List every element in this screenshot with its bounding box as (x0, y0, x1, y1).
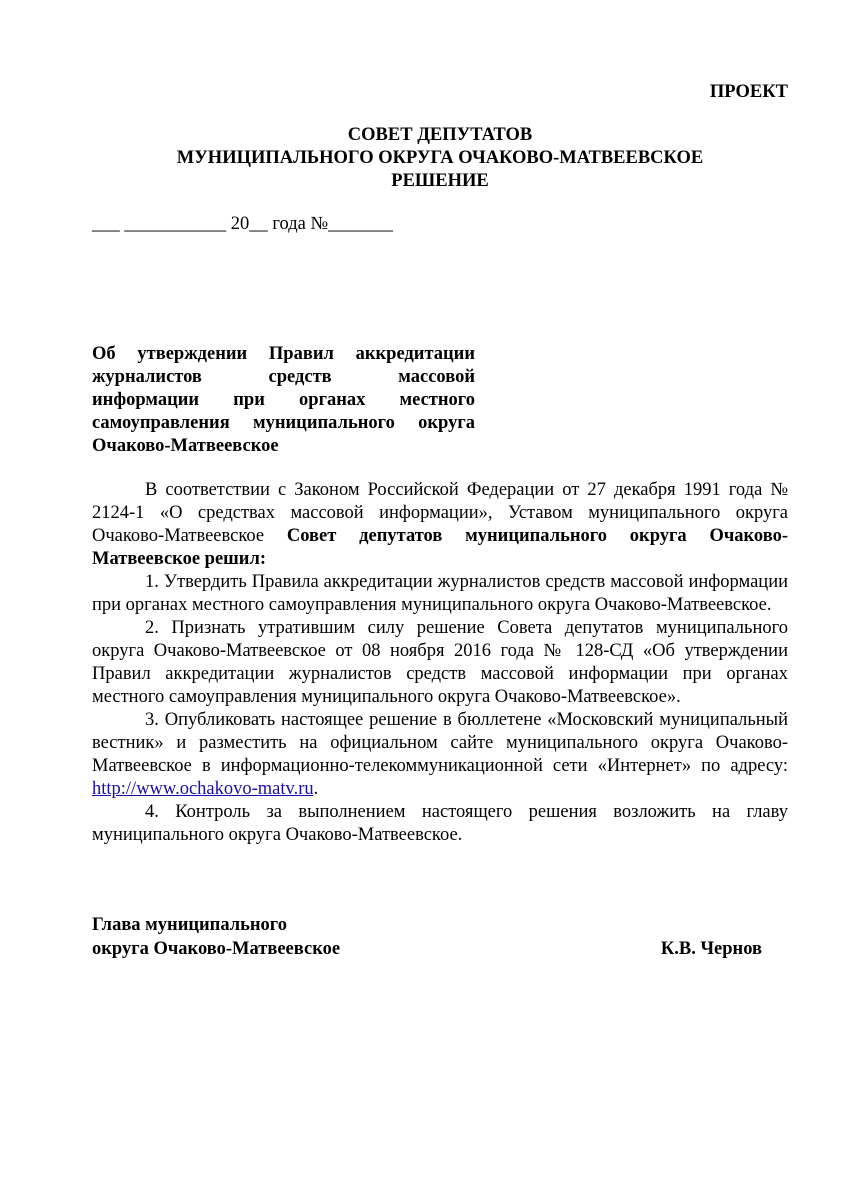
subject-line: информации при органах местного (92, 390, 475, 410)
item-2: 2. Признать утратившим силу решение Совета депутатов муниципального округа Очаково-Матвеевское от 08 ноября 2016 года № 128-СД «Об утверждении Правил аккредитации журналистов средств массовой информации при органах местного самоуправления муниципального округа Очаково-Матвеевское». (92, 618, 788, 707)
decision-subject (92, 343, 475, 458)
signatory-title-line1: Глава муниципального (92, 915, 287, 935)
signature-block (92, 913, 762, 961)
intro-resolution: Совет депутатов муниципального округа Очаково-Матвеевское решил: (92, 526, 788, 569)
signatory-title-line2: округа Очаково-Матвеевское (92, 939, 341, 959)
item-1: 1. Утвердить Правила аккредитации журналистов средств массовой информации при органах местного самоуправления муниципального округа Очаково-Матвеевское. (92, 572, 788, 615)
item-3 (92, 709, 788, 801)
date-number-line: ___ ___________ 20__ года №_______ (92, 214, 393, 234)
decision-title: РЕШЕНИЕ (391, 171, 489, 191)
council-title: СОВЕТ ДЕПУТАТОВ (347, 125, 533, 145)
item-3-text: 3. Опубликовать настоящее решение в бюллетене «Московский муниципальный вестник» и разместить на официальном сайте муниципального округа Очаково-Матвеевское в информационно-телекоммуникационной сети «Интернет» по адресу: (92, 710, 788, 776)
decision-body (92, 479, 788, 847)
draft-stamp: ПРОЕКТ (709, 82, 788, 102)
item-3-end: . (313, 779, 319, 799)
district-title: МУНИЦИПАЛЬНОГО ОКРУГА ОЧАКОВО-МАТВЕЕВСКОЕ (176, 148, 704, 168)
intro-paragraph (92, 479, 788, 571)
subject-line: Очаково-Матвеевское (92, 436, 279, 456)
website-link[interactable]: http://www.ochakovo-matv.ru (92, 779, 314, 799)
intro-text: В соответствии с Законом Российской Федерации от 27 декабря 1991 года № 2124-1 «О средствах массовой информации», Уставом муниципального округа Очаково-Матвеевское (92, 480, 788, 546)
subject-line: Об утверждении Правил аккредитации (92, 344, 475, 364)
item-4: 4. Контроль за выполнением настоящего решения возложить на главу муниципального округа Очаково-Матвеевское. (92, 802, 788, 845)
signatory-name: К.В. Чернов (660, 939, 762, 959)
subject-line: журналистов средств массовой (92, 367, 475, 387)
subject-line: самоуправления муниципального округа (92, 413, 475, 433)
document-header (92, 124, 788, 193)
